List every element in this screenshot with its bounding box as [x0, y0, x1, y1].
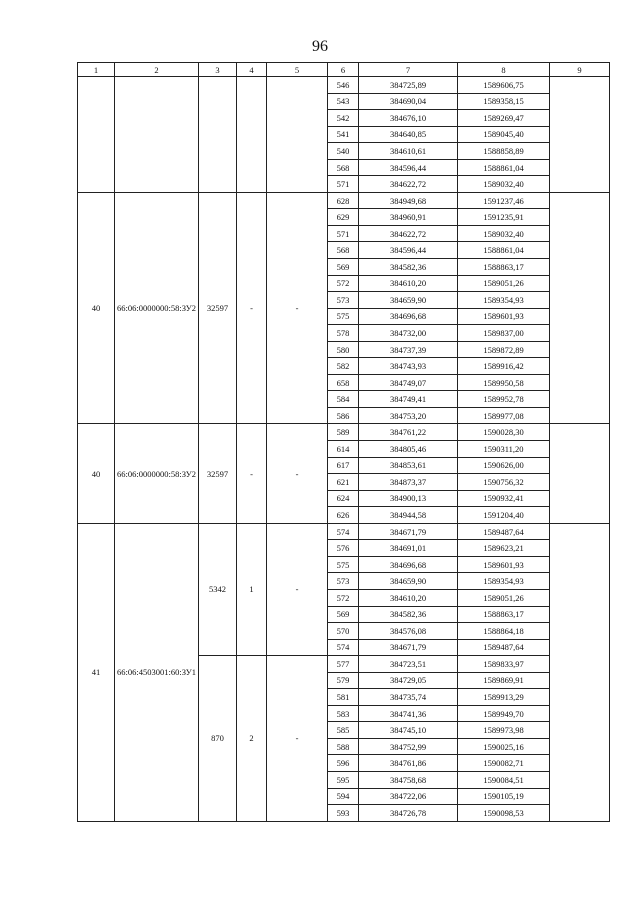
- x-coordinate-cell: 384582,36: [359, 606, 458, 623]
- point-number-cell: 569: [328, 606, 359, 623]
- point-number-cell: 572: [328, 275, 359, 292]
- column-header: 6: [328, 63, 359, 77]
- y-coordinate-cell: 1589269,47: [458, 110, 550, 127]
- x-coordinate-cell: 384749,07: [359, 374, 458, 391]
- y-coordinate-cell: 1591235,91: [458, 209, 550, 226]
- point-number-cell: 543: [328, 93, 359, 110]
- table-row: [78, 192, 610, 209]
- y-coordinate-cell: 1589606,75: [458, 77, 550, 94]
- col5-cell: -: [267, 656, 328, 821]
- table-row: [78, 424, 610, 441]
- x-coordinate-cell: 384659,90: [359, 573, 458, 590]
- x-coordinate-cell: 384696,68: [359, 308, 458, 325]
- section-number-cell: 41: [78, 523, 115, 821]
- column-header: 9: [550, 63, 610, 77]
- x-coordinate-cell: 384696,68: [359, 556, 458, 573]
- y-coordinate-cell: 1589032,40: [458, 176, 550, 193]
- cadastral-number-cell: 66:06:0000000:58:ЗУ2: [115, 424, 199, 523]
- point-number-cell: 542: [328, 110, 359, 127]
- y-coordinate-cell: 1589487,64: [458, 523, 550, 540]
- cadastral-number-cell: [115, 77, 199, 193]
- point-number-cell: 594: [328, 788, 359, 805]
- x-coordinate-cell: 384610,20: [359, 275, 458, 292]
- y-coordinate-cell: 1589487,64: [458, 639, 550, 656]
- column-header: 4: [237, 63, 267, 77]
- point-number-cell: 624: [328, 490, 359, 507]
- y-coordinate-cell: 1591204,40: [458, 507, 550, 524]
- x-coordinate-cell: 384596,44: [359, 159, 458, 176]
- contour-cell: 2: [237, 656, 267, 821]
- y-coordinate-cell: 1588858,89: [458, 143, 550, 160]
- x-coordinate-cell: 384743,93: [359, 358, 458, 375]
- y-coordinate-cell: 1589601,93: [458, 308, 550, 325]
- col5-cell: -: [267, 424, 328, 523]
- x-coordinate-cell: 384723,51: [359, 656, 458, 673]
- point-number-cell: 574: [328, 523, 359, 540]
- y-coordinate-cell: 1589623,21: [458, 540, 550, 557]
- page-number: 96: [312, 38, 328, 55]
- x-coordinate-cell: 384726,78: [359, 805, 458, 822]
- x-coordinate-cell: 384729,05: [359, 672, 458, 689]
- area-cell: 32597: [199, 192, 237, 424]
- point-number-cell: 570: [328, 623, 359, 640]
- y-coordinate-cell: 1589916,42: [458, 358, 550, 375]
- y-coordinate-cell: 1589358,15: [458, 93, 550, 110]
- point-number-cell: 581: [328, 689, 359, 706]
- point-number-cell: 575: [328, 308, 359, 325]
- y-coordinate-cell: 1590028,30: [458, 424, 550, 441]
- point-number-cell: 585: [328, 722, 359, 739]
- point-number-cell: 578: [328, 325, 359, 342]
- x-coordinate-cell: 384741,36: [359, 705, 458, 722]
- x-coordinate-cell: 384805,46: [359, 441, 458, 458]
- point-number-cell: 595: [328, 771, 359, 788]
- coordinates-table: [77, 62, 610, 822]
- x-coordinate-cell: 384732,00: [359, 325, 458, 342]
- y-coordinate-cell: 1590105,19: [458, 788, 550, 805]
- section-number-cell: [78, 77, 115, 193]
- point-number-cell: 593: [328, 805, 359, 822]
- point-number-cell: 589: [328, 424, 359, 441]
- point-number-cell: 572: [328, 589, 359, 606]
- table-header-row: [78, 63, 610, 77]
- y-coordinate-cell: 1589869,91: [458, 672, 550, 689]
- area-cell: 5342: [199, 523, 237, 655]
- x-coordinate-cell: 384610,20: [359, 589, 458, 606]
- point-number-cell: 571: [328, 176, 359, 193]
- area-cell: 870: [199, 656, 237, 821]
- section-number-cell: 40: [78, 424, 115, 523]
- y-coordinate-cell: 1588863,17: [458, 259, 550, 276]
- x-coordinate-cell: 384659,90: [359, 292, 458, 309]
- column-header: 1: [78, 63, 115, 77]
- contour-cell: 1: [237, 523, 267, 655]
- point-number-cell: 575: [328, 556, 359, 573]
- cadastral-number-cell: 66:06:4503001:60:ЗУ1: [115, 523, 199, 821]
- point-number-cell: 588: [328, 738, 359, 755]
- col5-cell: -: [267, 192, 328, 424]
- point-number-cell: 568: [328, 159, 359, 176]
- col9-cell: [550, 424, 610, 523]
- x-coordinate-cell: 384622,72: [359, 176, 458, 193]
- x-coordinate-cell: 384873,37: [359, 474, 458, 491]
- table-row: [78, 77, 610, 94]
- y-coordinate-cell: 1589354,93: [458, 292, 550, 309]
- x-coordinate-cell: 384722,06: [359, 788, 458, 805]
- x-coordinate-cell: 384853,61: [359, 457, 458, 474]
- y-coordinate-cell: 1589872,89: [458, 341, 550, 358]
- y-coordinate-cell: 1589051,26: [458, 275, 550, 292]
- point-number-cell: 580: [328, 341, 359, 358]
- y-coordinate-cell: 1589952,78: [458, 391, 550, 408]
- x-coordinate-cell: 384690,04: [359, 93, 458, 110]
- point-number-cell: 540: [328, 143, 359, 160]
- y-coordinate-cell: 1589051,26: [458, 589, 550, 606]
- y-coordinate-cell: 1589977,08: [458, 407, 550, 424]
- x-coordinate-cell: 384596,44: [359, 242, 458, 259]
- point-number-cell: 583: [328, 705, 359, 722]
- x-coordinate-cell: 384758,68: [359, 771, 458, 788]
- x-coordinate-cell: 384671,79: [359, 523, 458, 540]
- point-number-cell: 658: [328, 374, 359, 391]
- y-coordinate-cell: 1590082,71: [458, 755, 550, 772]
- y-coordinate-cell: 1588863,17: [458, 606, 550, 623]
- point-number-cell: 621: [328, 474, 359, 491]
- point-number-cell: 584: [328, 391, 359, 408]
- x-coordinate-cell: 384671,79: [359, 639, 458, 656]
- table-row: [78, 523, 610, 540]
- col5-cell: -: [267, 523, 328, 655]
- area-cell: [199, 77, 237, 193]
- y-coordinate-cell: 1589837,00: [458, 325, 550, 342]
- column-header: 8: [458, 63, 550, 77]
- point-number-cell: 576: [328, 540, 359, 557]
- point-number-cell: 574: [328, 639, 359, 656]
- x-coordinate-cell: 384960,91: [359, 209, 458, 226]
- x-coordinate-cell: 384900,13: [359, 490, 458, 507]
- point-number-cell: 586: [328, 407, 359, 424]
- x-coordinate-cell: 384737,39: [359, 341, 458, 358]
- x-coordinate-cell: 384753,20: [359, 407, 458, 424]
- y-coordinate-cell: 1589950,58: [458, 374, 550, 391]
- y-coordinate-cell: 1589354,93: [458, 573, 550, 590]
- area-cell: 32597: [199, 424, 237, 523]
- y-coordinate-cell: 1590084,51: [458, 771, 550, 788]
- section-number-cell: 40: [78, 192, 115, 424]
- point-number-cell: 568: [328, 242, 359, 259]
- y-coordinate-cell: 1590756,32: [458, 474, 550, 491]
- y-coordinate-cell: 1589601,93: [458, 556, 550, 573]
- point-number-cell: 571: [328, 225, 359, 242]
- x-coordinate-cell: 384735,74: [359, 689, 458, 706]
- contour-cell: -: [237, 192, 267, 424]
- point-number-cell: 573: [328, 292, 359, 309]
- x-coordinate-cell: 384640,85: [359, 126, 458, 143]
- y-coordinate-cell: 1590098,53: [458, 805, 550, 822]
- column-header: 5: [267, 63, 328, 77]
- x-coordinate-cell: 384691,01: [359, 540, 458, 557]
- point-number-cell: 582: [328, 358, 359, 375]
- y-coordinate-cell: 1590311,20: [458, 441, 550, 458]
- col9-cell: [550, 192, 610, 424]
- point-number-cell: 614: [328, 441, 359, 458]
- y-coordinate-cell: 1588864,18: [458, 623, 550, 640]
- point-number-cell: 617: [328, 457, 359, 474]
- x-coordinate-cell: 384745,10: [359, 722, 458, 739]
- x-coordinate-cell: 384949,68: [359, 192, 458, 209]
- y-coordinate-cell: 1589833,97: [458, 656, 550, 673]
- y-coordinate-cell: 1589032,40: [458, 225, 550, 242]
- point-number-cell: 628: [328, 192, 359, 209]
- y-coordinate-cell: 1590025,16: [458, 738, 550, 755]
- x-coordinate-cell: 384725,89: [359, 77, 458, 94]
- y-coordinate-cell: 1590932,41: [458, 490, 550, 507]
- contour-cell: -: [237, 424, 267, 523]
- point-number-cell: 569: [328, 259, 359, 276]
- y-coordinate-cell: 1589949,70: [458, 705, 550, 722]
- x-coordinate-cell: 384582,36: [359, 259, 458, 276]
- point-number-cell: 573: [328, 573, 359, 590]
- x-coordinate-cell: 384610,61: [359, 143, 458, 160]
- point-number-cell: 577: [328, 656, 359, 673]
- x-coordinate-cell: 384576,08: [359, 623, 458, 640]
- point-number-cell: 546: [328, 77, 359, 94]
- point-number-cell: 626: [328, 507, 359, 524]
- x-coordinate-cell: 384749,41: [359, 391, 458, 408]
- point-number-cell: 541: [328, 126, 359, 143]
- y-coordinate-cell: 1589045,40: [458, 126, 550, 143]
- y-coordinate-cell: 1589913,29: [458, 689, 550, 706]
- point-number-cell: 596: [328, 755, 359, 772]
- point-number-cell: 629: [328, 209, 359, 226]
- y-coordinate-cell: 1590626,00: [458, 457, 550, 474]
- x-coordinate-cell: 384752,99: [359, 738, 458, 755]
- col9-cell: [550, 77, 610, 193]
- x-coordinate-cell: 384676,10: [359, 110, 458, 127]
- column-header: 2: [115, 63, 199, 77]
- contour-cell: [237, 77, 267, 193]
- y-coordinate-cell: 1588861,04: [458, 242, 550, 259]
- column-header: 3: [199, 63, 237, 77]
- y-coordinate-cell: 1589973,98: [458, 722, 550, 739]
- x-coordinate-cell: 384944,58: [359, 507, 458, 524]
- point-number-cell: 579: [328, 672, 359, 689]
- cadastral-number-cell: 66:06:0000000:58:ЗУ2: [115, 192, 199, 424]
- column-header: 7: [359, 63, 458, 77]
- col9-cell: [550, 523, 610, 821]
- y-coordinate-cell: 1588861,04: [458, 159, 550, 176]
- x-coordinate-cell: 384761,86: [359, 755, 458, 772]
- y-coordinate-cell: 1591237,46: [458, 192, 550, 209]
- x-coordinate-cell: 384761,22: [359, 424, 458, 441]
- col5-cell: [267, 77, 328, 193]
- x-coordinate-cell: 384622,72: [359, 225, 458, 242]
